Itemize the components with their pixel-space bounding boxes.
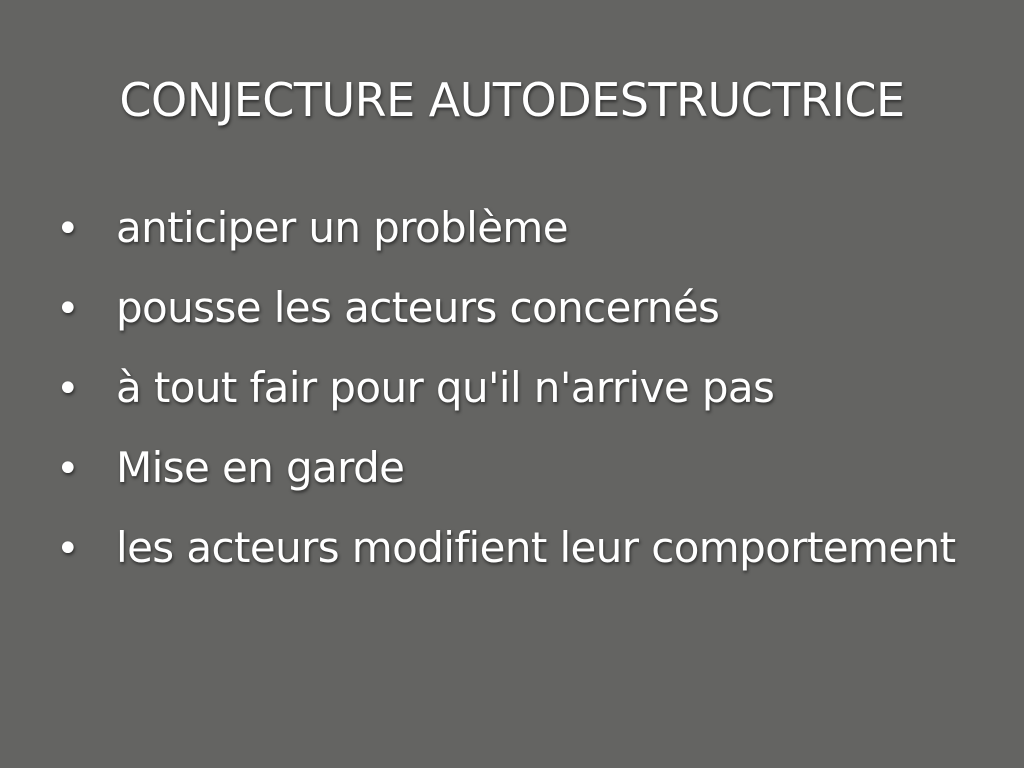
bullet-icon: • [56,446,80,492]
bullet-text: anticiper un problème [116,203,568,252]
bullet-icon: • [56,206,80,252]
list-item [56,516,1006,596]
bullet-text: pousse les acteurs concernés [116,283,720,332]
bullet-icon: • [56,286,80,332]
list-item [56,196,1006,276]
bullet-text: Mise en garde [116,443,405,492]
slide-title: CONJECTURE AUTODESTRUCTRICE [119,73,905,127]
bullet-icon: • [56,366,80,412]
bullet-text: à tout fair pour qu'il n'arrive pas [116,363,775,412]
list-item [56,276,1006,356]
bullet-list [56,196,1006,596]
list-item [56,356,1006,436]
bullet-icon: • [56,526,80,572]
bullet-text: les acteurs modifient leur comportement [116,523,956,572]
list-item [56,436,1006,516]
